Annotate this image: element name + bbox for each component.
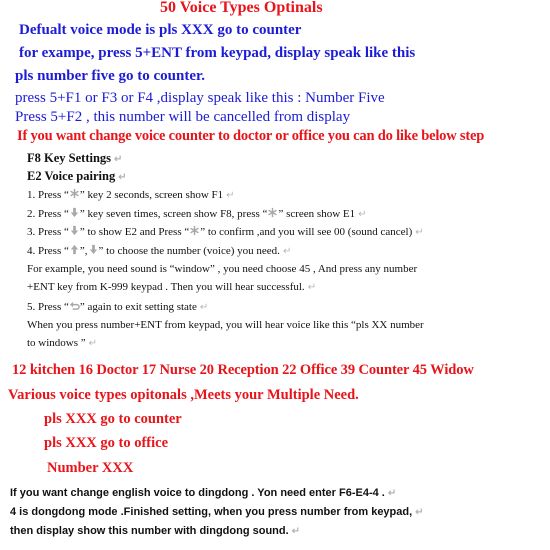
down-arrow-key-icon bbox=[69, 207, 80, 218]
asterisk-key-icon bbox=[69, 188, 80, 199]
intro-line-1: Defualt voice mode is pls XXX go to counter bbox=[19, 22, 302, 38]
asterisk-key-icon bbox=[189, 225, 200, 236]
down-arrow-key-icon bbox=[69, 225, 80, 236]
intro-line-4: press 5+F1 or F3 or F4 ,display speak like this : Number Five bbox=[15, 90, 385, 106]
return-arrow-key-icon bbox=[69, 300, 80, 311]
warning-line: If you want change voice counter to doctor or office you can do like below step bbox=[17, 128, 485, 144]
step-5: 5. Press “ ” again to exit setting state ↵ bbox=[27, 301, 209, 313]
step-5-result-cont: to windows ” ↵ bbox=[27, 337, 98, 349]
example-office: pls XXX go to office bbox=[44, 435, 169, 451]
step-4-example: For example, you need sound is “window” , you need choose 45 , And press any number bbox=[27, 263, 418, 275]
down-arrow-key-icon bbox=[88, 244, 99, 255]
settings-heading: F8 Key Settings ↵ bbox=[27, 151, 123, 165]
intro-line-3: pls number five go to counter. bbox=[15, 68, 206, 84]
footer-line-1: If you want change english voice to dingdong . Yon need enter F6-E4-4 . ↵ bbox=[10, 487, 397, 499]
step-2: 2. Press “ ” key seven times, screen show F8, press “ ” screen show E1 ↵ bbox=[27, 208, 367, 220]
example-number: Number XXX bbox=[47, 460, 134, 476]
footer-line-2: 4 is dongdong mode .Finished setting, when you press number from keypad, ↵ bbox=[10, 506, 424, 518]
page-title: 50 Voice Types Optinals bbox=[160, 0, 323, 16]
asterisk-key-icon bbox=[267, 207, 278, 218]
step-5-result: When you press number+ENT from keypad, you will hear voice like this “pls XX number bbox=[27, 319, 424, 331]
pairing-heading: E2 Voice pairing ↵ bbox=[27, 169, 127, 183]
step-3: 3. Press “ ” to show E2 and Press “ ” to confirm ,and you will see 00 (sound cancel) ↵ bbox=[27, 226, 424, 238]
intro-line-2: for exampe, press 5+ENT from keypad, display speak like this bbox=[19, 45, 416, 61]
voice-type-list: 12 kitchen 16 Doctor 17 Nurse 20 Reception 22 Office 39 Counter 45 Widow bbox=[12, 362, 474, 378]
example-counter: pls XXX go to counter bbox=[44, 411, 182, 427]
up-arrow-key-icon bbox=[69, 244, 80, 255]
various-voice-types: Various voice types opitonals ,Meets your Multiple Need. bbox=[8, 387, 359, 403]
footer-line-3: then display show this number with dingdong sound. ↵ bbox=[10, 525, 301, 537]
step-1: 1. Press “ ” key 2 seconds, screen show F1 ↵ bbox=[27, 189, 235, 201]
intro-line-5: Press 5+F2 , this number will be cancelled from display bbox=[15, 109, 351, 125]
step-4-keypad: +ENT key from K-999 keypad . Then you will hear successful. ↵ bbox=[27, 281, 317, 293]
step-4: 4. Press “ ”, ” to choose the number (voice) you need. ↵ bbox=[27, 245, 292, 257]
